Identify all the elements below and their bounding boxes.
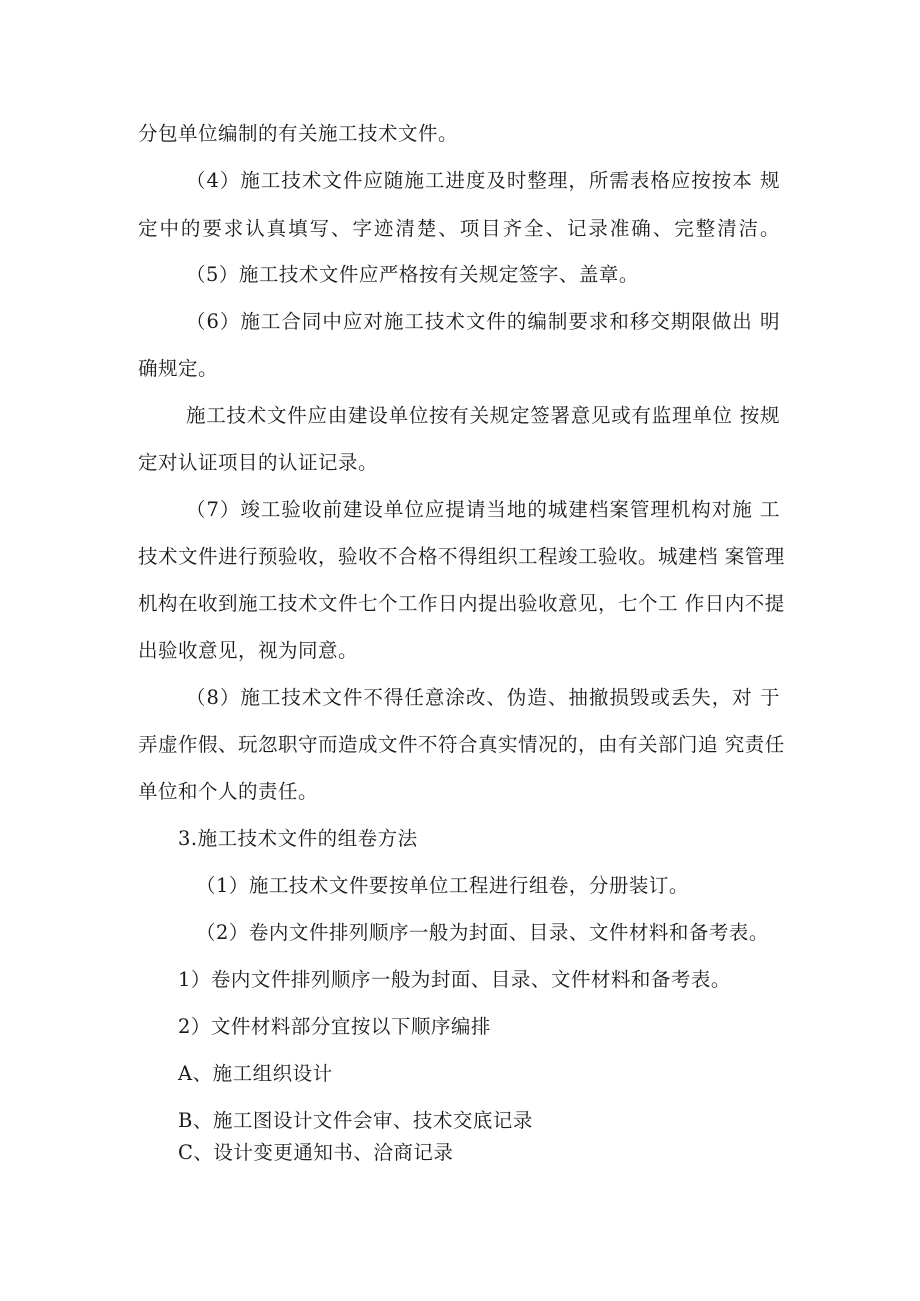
text-line: 确规定。 xyxy=(138,357,219,380)
text-line: （2）卷内文件排列顺序一般为封面、目录、文件材料和备考表。 xyxy=(196,921,769,944)
text-line: 施工技术文件应由建设单位按有关规定签署意见或有监理单位 按规 xyxy=(186,404,780,427)
text-line: 出验收意见，视为同意。 xyxy=(138,639,359,662)
text-line: 弄虚作假、玩忽职守而造成文件不符合真实情况的，由有关部门追 究责任 xyxy=(138,733,785,756)
text-line: （6）施工合同中应对施工技术文件的编制要求和移交期限做出 明 xyxy=(186,310,780,333)
text-line: （8）施工技术文件不得任意涂改、伪造、抽撤损毁或丢失，对 于 xyxy=(186,686,780,709)
list-item: B、施工图设计文件会审、技术交底记录 xyxy=(178,1109,533,1132)
text-line: 技术文件进行预验收，验收不合格不得组织工程竣工验收。城建档 案管理 xyxy=(138,545,785,568)
text-line: 2）文件材料部分宜按以下顺序编排 xyxy=(178,1015,491,1038)
section-heading: 3.施工技术文件的组卷方法 xyxy=(178,827,418,850)
text-line: 单位和个人的责任。 xyxy=(138,780,319,803)
list-item: C、设计变更通知书、洽商记录 xyxy=(178,1141,454,1164)
text-line: （4）施工技术文件应随施工进度及时整理，所需表格应按按本 规 xyxy=(186,169,780,192)
text-line: （1）施工技术文件要按单位工程进行组卷，分册装订。 xyxy=(196,874,689,897)
text-line: 分包单位编制的有关施工技术文件。 xyxy=(138,122,459,145)
text-line: 定对认证项目的认证记录。 xyxy=(138,451,379,474)
text-line: （7）竣工验收前建设单位应提请当地的城建档案管理机构对施 工 xyxy=(186,498,780,521)
text-line: 定中的要求认真填写、字迹清楚、项目齐全、记录准确、完整清洁。 xyxy=(138,217,780,240)
list-item: A、施工组织设计 xyxy=(178,1062,333,1085)
text-line: 1）卷内文件排列顺序一般为封面、目录、文件材料和备考表。 xyxy=(178,968,731,991)
text-line: 机构在收到施工技术文件七个工作日内提出验收意见，七个工 作日内不提 xyxy=(138,592,785,615)
text-line: （5）施工技术文件应严格按有关规定签字、盖章。 xyxy=(186,263,639,286)
